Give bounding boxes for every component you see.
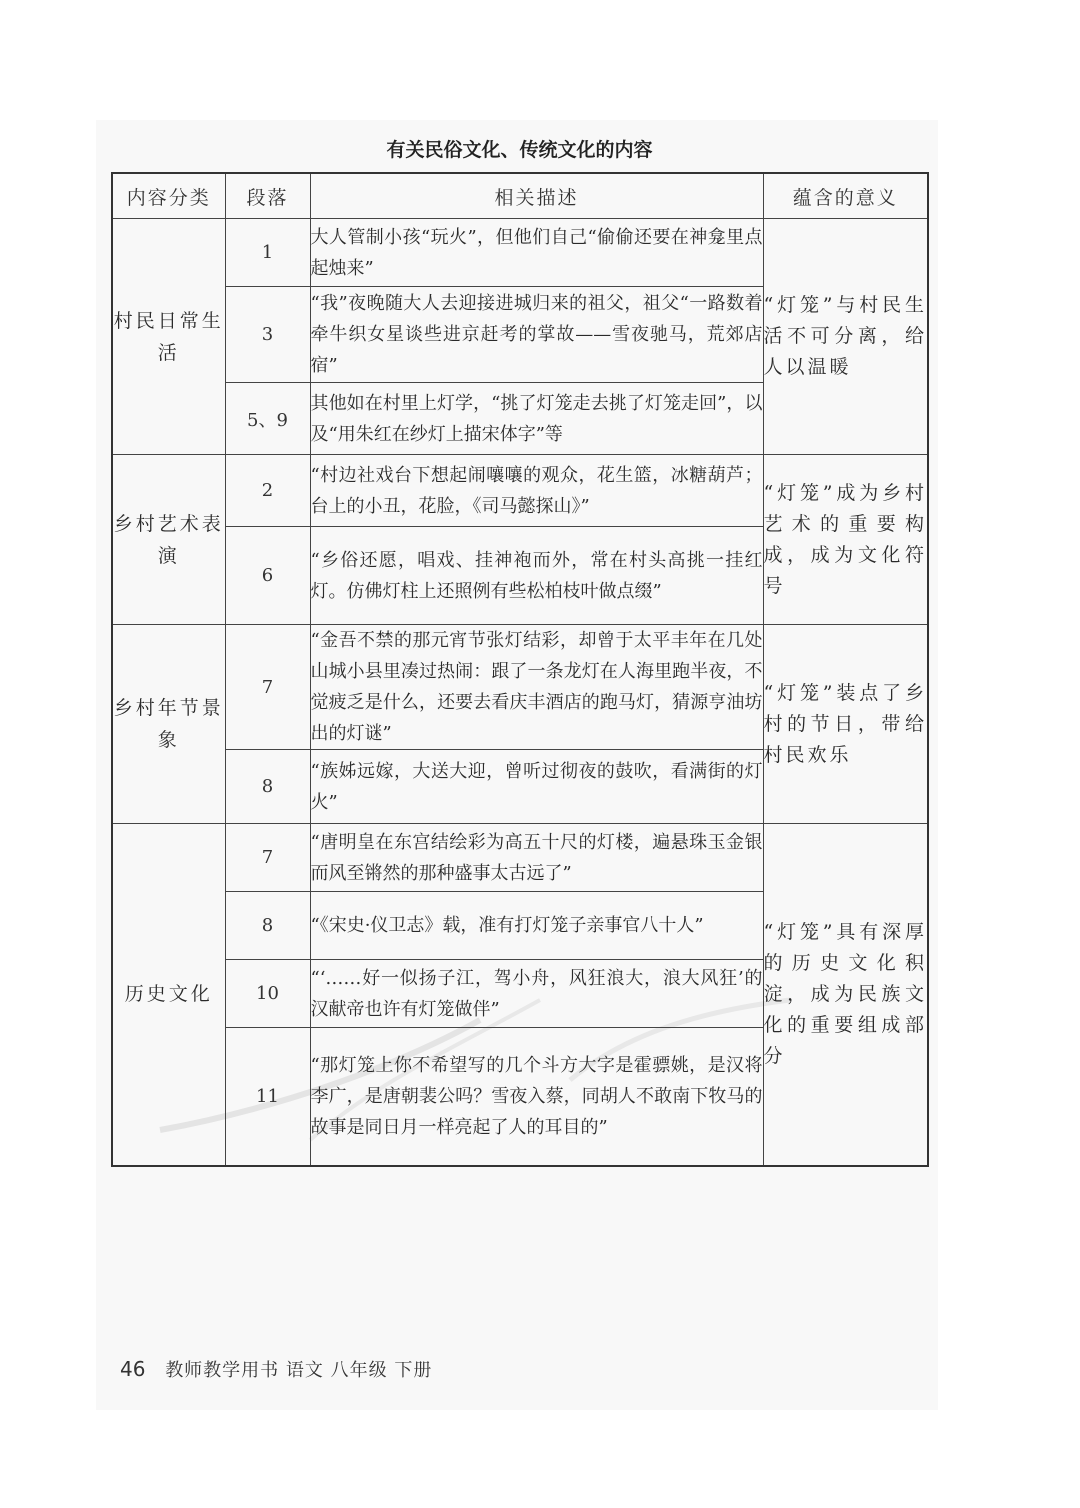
description-cell: “《宋史·仪卫志》载，准有打灯笼子亲事官八十人”	[310, 892, 763, 960]
description-cell: “族姊远嫁，大送大迎，曾听过彻夜的鼓吹，看满街的灯火”	[310, 750, 763, 824]
table-row	[112, 625, 928, 750]
header-category: 内容分类	[112, 173, 225, 219]
description-cell: “那灯笼上你不希望写的几个斗方大字是霍骠姚，是汉将李广，是唐朝裴公吗？雪夜入蔡，同胡人不敢南下牧马的故事是同日月一样亮起了人的耳目的”	[310, 1028, 763, 1166]
category-cell: 乡村年节景象	[112, 625, 225, 824]
header-description: 相关描述	[310, 173, 763, 219]
table-title: 有关民俗文化、传统文化的内容	[386, 139, 653, 161]
paragraph-cell: 8	[225, 892, 310, 960]
paragraph-cell: 1	[225, 219, 310, 287]
table-row	[112, 219, 928, 287]
description-cell: “我”夜晚随大人去迎接进城归来的祖父，祖父“一路数着牵牛织女星谈些进京赶考的掌故——雪夜驰马，荒郊店宿”	[310, 287, 763, 383]
paragraph-cell: 7	[225, 625, 310, 750]
description-cell: “村边社戏台下想起闹嚷嚷的观众，花生篮，冰糖葫芦；台上的小丑，花脸，《司马懿探山》”	[310, 455, 763, 527]
description-cell: “‘……好一似扬子江，驾小舟，风狂浪大，浪大风狂’的汉献帝也许有灯笼做伴”	[310, 960, 763, 1028]
paragraph-cell: 3	[225, 287, 310, 383]
meaning-cell: “灯笼”装点了乡村的节日，带给村民欢乐	[763, 625, 928, 824]
page-number: 46	[120, 1357, 146, 1381]
header-paragraph: 段落	[225, 173, 310, 219]
paragraph-cell: 2	[225, 455, 310, 527]
paragraph-cell: 5、9	[225, 383, 310, 455]
paragraph-cell: 11	[225, 1028, 310, 1166]
meaning-cell: “灯笼”与村民生活不可分离，给人以温暖	[763, 219, 928, 455]
culture-table	[111, 172, 929, 1167]
description-cell: “唐明皇在东宫结绘彩为高五十尺的灯楼，遍悬珠玉金银而风至锵然的那种盛事太古远了”	[310, 824, 763, 892]
meaning-cell: “灯笼”成为乡村艺术的重要构成，成为文化符号	[763, 455, 928, 625]
book-title: 教师教学用书 语文 八年级 下册	[165, 1360, 433, 1381]
page-footer	[120, 1356, 432, 1382]
category-cell: 历史文化	[112, 824, 225, 1166]
paragraph-cell: 8	[225, 750, 310, 824]
table-header-row	[112, 173, 928, 219]
category-cell: 村民日常生活	[112, 219, 225, 455]
table-row	[112, 455, 928, 527]
description-cell: “乡俗还愿，唱戏、挂神袍而外，常在村头高挑一挂红灯。仿佛灯柱上还照例有些松柏枝叶做点缀”	[310, 527, 763, 625]
description-cell: 大人管制小孩“玩火”，但他们自己“偷偷还要在神龛里点起烛来”	[310, 219, 763, 287]
paragraph-cell: 10	[225, 960, 310, 1028]
meaning-cell: “灯笼”具有深厚的历史文化积淀，成为民族文化的重要组成部分	[763, 824, 928, 1166]
table-row	[112, 824, 928, 892]
category-cell: 乡村艺术表演	[112, 455, 225, 625]
paragraph-cell: 6	[225, 527, 310, 625]
description-cell: “金吾不禁的那元宵节张灯结彩，却曾于太平丰年在几处山城小县里凑过热闹：跟了一条龙灯在人海里跑半夜，不觉疲乏是什么，还要去看庆丰酒店的跑马灯，猜源亨油坊出的灯谜”	[310, 625, 763, 750]
paragraph-cell: 7	[225, 824, 310, 892]
description-cell: 其他如在村里上灯学，“挑了灯笼走去挑了灯笼走回”，以及“用朱红在纱灯上描宋体字”等	[310, 383, 763, 455]
header-meaning: 蕴含的意义	[763, 173, 928, 219]
